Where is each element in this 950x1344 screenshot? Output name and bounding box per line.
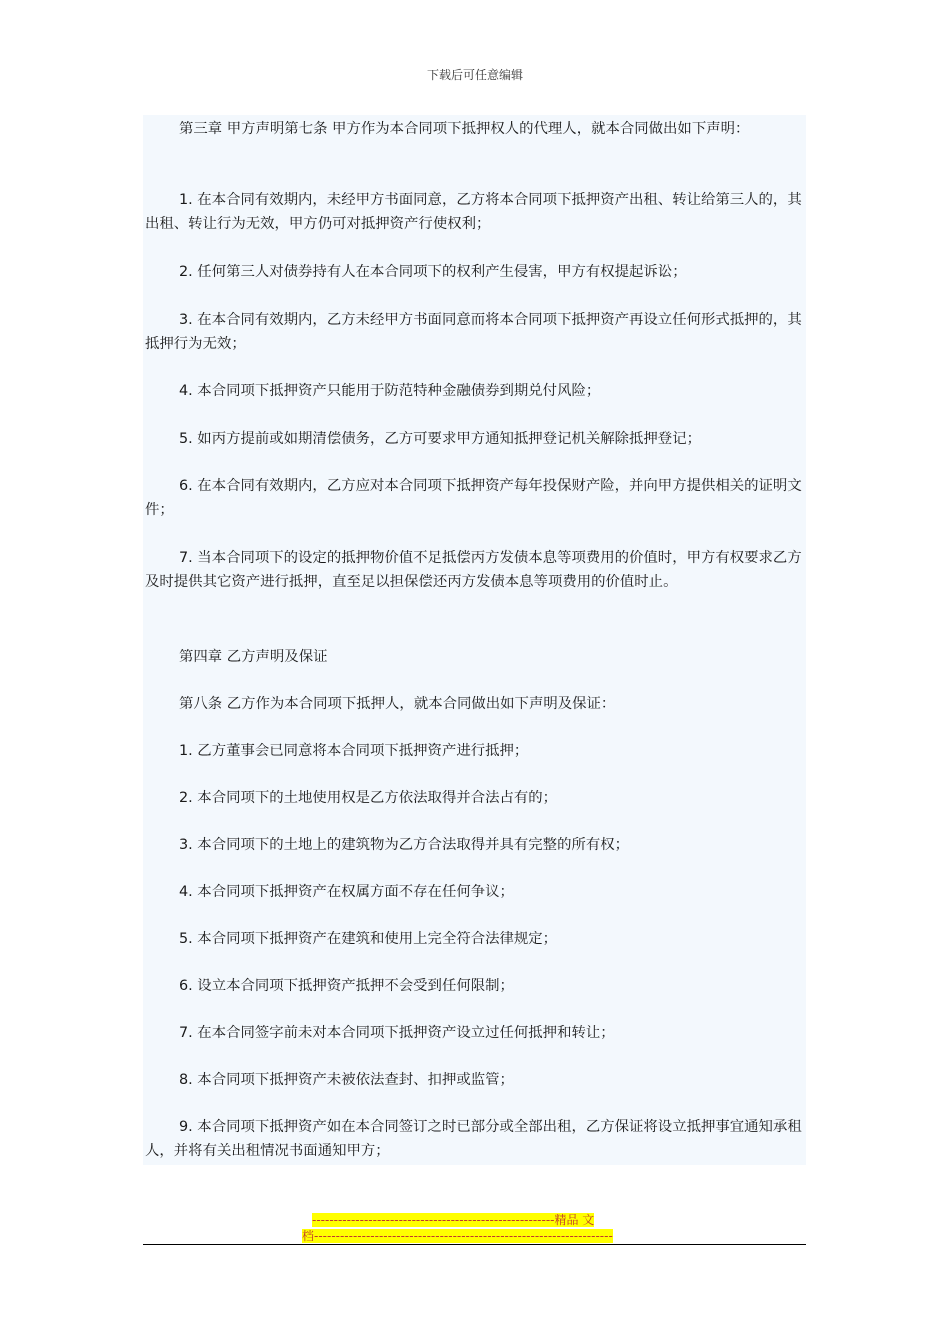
paragraph-number: 5. <box>179 931 193 947</box>
paragraph-text: 本合同项下的土地上的建筑物为乙方合法取得并具有完整的所有权； <box>192 837 630 853</box>
paragraph-text: 本合同项下抵押资产只能用于防范特种金融债券到期兑付风险； <box>192 383 601 399</box>
paragraph-text: 任何第三人对债券持有人在本合同项下的权利产生侵害，甲方有权提起诉讼； <box>192 264 687 280</box>
paragraph-number: 4. <box>179 383 193 399</box>
paragraph-text: 在本合同签字前未对本合同项下抵押资产设立过任何抵押和转让； <box>192 1025 615 1041</box>
paragraph-text: 在本合同有效期内，未经甲方书面同意，乙方将本合同项下抵押资产出租、转让给第三人的，其出租、转让行为无效，甲方仍可对抵押资产行使权利； <box>145 192 802 232</box>
paragraph-text: 在本合同有效期内，乙方应对本合同项下抵押资产每年投保财产险，并向甲方提供相关的证明文件； <box>145 478 802 518</box>
paragraph-text: 本合同项下抵押资产在权属方面不存在任何争议； <box>192 884 514 900</box>
paragraph-item <box>145 188 805 236</box>
paragraph-text: 乙方董事会已同意将本合同项下抵押资产进行抵押； <box>192 743 529 759</box>
paragraph-text: 本合同项下的土地使用权是乙方依法取得并合法占有的； <box>192 790 558 806</box>
paragraph-item <box>145 880 805 904</box>
paragraph-number: 8. <box>179 1072 193 1088</box>
paragraph-text: 第八条 乙方作为本合同项下抵押人，就本合同做出如下声明及保证： <box>179 696 616 712</box>
paragraph-item <box>145 1021 805 1045</box>
paragraph-item <box>145 427 805 451</box>
paragraph-number: 6. <box>179 978 193 994</box>
paragraph-number: 2. <box>179 790 193 806</box>
paragraph-number: 9. <box>179 1119 193 1135</box>
paragraph-text: 当本合同项下的设定的抵押物价值不足抵偿丙方发债本息等项费用的价值时，甲方有权要求乙方及时提供其它资产进行抵押，直至足以担保偿还丙方发债本息等项费用的价值时止。 <box>145 550 802 590</box>
paragraph-text: 本合同项下抵押资产在建筑和使用上完全符合法律规定； <box>192 931 558 947</box>
paragraph-text: 第四章 乙方声明及保证 <box>179 649 328 665</box>
paragraph-text: 本合同项下抵押资产未被依法查封、扣押或监管； <box>192 1072 514 1088</box>
paragraph-text: 第三章 甲方声明第七条 甲方作为本合同项下抵押权人的代理人，就本合同做出如下声明： <box>179 121 750 137</box>
chapter-4-heading <box>145 645 805 669</box>
paragraph-item <box>145 260 805 284</box>
paragraph-number: 1. <box>179 192 193 208</box>
paragraph-item <box>145 308 805 356</box>
paragraph-item <box>145 927 805 951</box>
paragraph-number: 7. <box>179 1025 193 1041</box>
paragraph-text: 设立本合同项下抵押资产抵押不会受到任何限制； <box>192 978 514 994</box>
header-note: 下载后可任意编辑 <box>426 68 523 82</box>
paragraph-number: 6. <box>179 478 193 494</box>
paragraph-number: 1. <box>179 743 193 759</box>
paragraph-item <box>145 739 805 763</box>
footer-watermark <box>302 1212 652 1244</box>
paragraph-item <box>145 974 805 998</box>
paragraph-item <box>145 474 805 522</box>
paragraph-item <box>145 833 805 857</box>
paragraph-text: 在本合同有效期内，乙方未经甲方书面同意而将本合同项下抵押资产再设立任何形式抵押的，其抵押行为无效； <box>145 312 802 352</box>
paragraph-text: 如丙方提前或如期清偿债务，乙方可要求甲方通知抵押登记机关解除抵押登记； <box>192 431 701 447</box>
paragraph-number: 4. <box>179 884 193 900</box>
paragraph-item <box>145 379 805 403</box>
paragraph-number: 3. <box>179 837 193 853</box>
paragraph-number: 3. <box>179 312 193 328</box>
paragraph-number: 7. <box>179 550 193 566</box>
paragraph-item <box>145 786 805 810</box>
article-8-intro <box>145 692 805 716</box>
paragraph-text: 本合同项下抵押资产如在本合同签订之时已部分或全部出租，乙方保证将设立抵押事宜通知承租人，并将有关出租情况书面通知甲方； <box>145 1119 802 1159</box>
footer-line-1: --------------------------------------------------------精品 文 <box>312 1213 595 1227</box>
paragraph-item <box>145 1115 805 1163</box>
paragraph-number: 5. <box>179 431 193 447</box>
paragraph-item <box>145 1068 805 1092</box>
paragraph-item <box>145 546 805 594</box>
footer-divider <box>143 1244 806 1245</box>
paragraph-chapter-3 <box>145 117 805 141</box>
paragraph-number: 2. <box>179 264 193 280</box>
footer-line-2: 档--------------------------------------------------------------------- <box>302 1229 613 1243</box>
